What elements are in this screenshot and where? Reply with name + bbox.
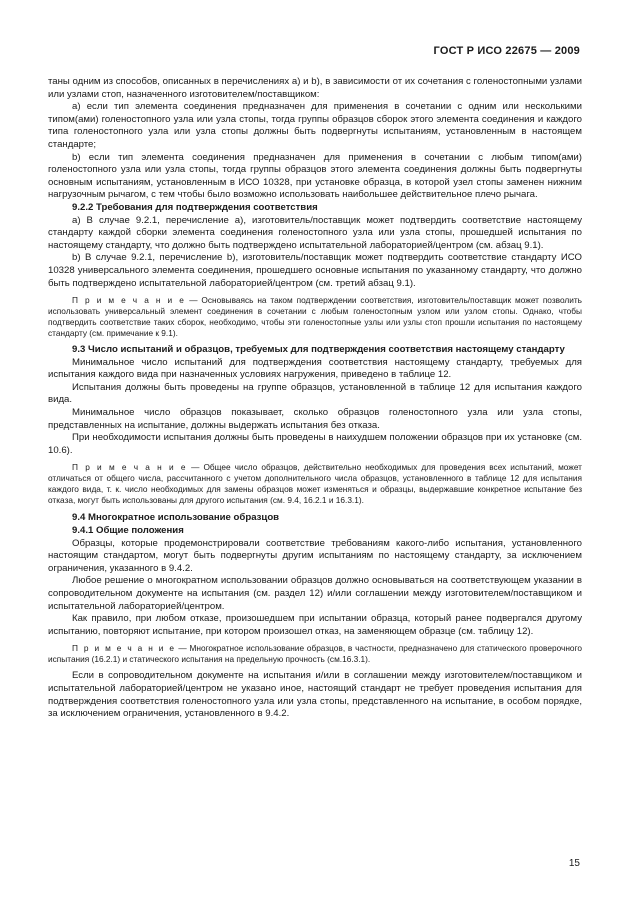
- section-heading-9-2-2: 9.2.2 Требования для подтверждения соответствия: [72, 201, 318, 213]
- page-number: 15: [568, 858, 580, 869]
- list-item-b: b) если тип элемента соединения предназначен для применения в сочетании с любым типом(ами) голеностопного узла или узла стопы, тогда группы образцов этого элемента соединения должны быть подвергнуты основным испытаниям, установленным в ИСО 10328, при установке образца, в которой узел стопы заменен нижним нагрузочным рычагом, с тем чтобы было возможно использовать наибольшее действительное плечо рычага.: [48, 151, 582, 201]
- section-heading-9-4: 9.4 Многократное использование образцов: [72, 512, 280, 524]
- paragraph: Если в сопроводительном документе на испытания и/или в соглашении между изготовителем/поставщиком и испытательной лабораторией/центром не указано иное, настоящий стандарт не требует проведения испытания для подтверждения соответствия голеностопного узла или узла стопы, представленного на испытание, в особом порядке, за исключением ограничения, установленного в 9.4.2.: [48, 670, 582, 720]
- note-label: П р и м е ч а н и е: [72, 462, 188, 473]
- requirement-a: a) В случае 9.2.1, перечисление а), изготовитель/поставщик может подтвердить соответствие настоящему стандарту каждой сборки элемента соединения голеностопного узла или узла стопы, прошедшей испытания по настоящему стандарту, что должно быть подтверждено испытательной лабораторией/центром (см. абзац 9.1).: [48, 214, 582, 251]
- paragraph-continuation: таны одним из способов, описанных в перечислениях а) и b), в зависимости от их сочетания с голеностопными узлами или узлами стоп, назначенного изготовителем/поставщиком:: [48, 76, 582, 100]
- paragraph: Образцы, которые продемонстрировали соответствие требованиям какого-либо испытания, установленного настоящим стандартом, могут быть подвергнуты другим испытаниям по настоящему стандарту, за исключением ограничения, указанного в 9.4.2.: [48, 537, 582, 574]
- paragraph: Минимальное число испытаний для подтверждения соответствия настоящему стандарту, требуемых для испытания каждого вида при назначенных условиях нагружения, приведено в таблице 12.: [48, 356, 582, 381]
- paragraph: Минимальное число образцов показывает, сколько образцов голеностопного узла или узла стопы, представленных на испытание, должны выдержать испытания без отказа.: [48, 407, 582, 431]
- note-3: [48, 643, 582, 665]
- note-label: П р и м е ч а н и е: [72, 643, 176, 654]
- page-body: [48, 76, 582, 721]
- note-label: П р и м е ч а н и е: [72, 295, 186, 306]
- section-heading-9-3: 9.3 Число испытаний и образцов, требуемых для подтверждения соответствия настоящему стандарту: [72, 344, 565, 356]
- note-1: [48, 295, 582, 339]
- note-text: — Общее число образцов, действительно необходимых для проведения всех испытаний, может отличаться от общего числа, рассчитанного с учетом дополнительного числа образцов, установленного в таблице 12 для испытания каждого вида, т. к. число необходимых для замены образцов может изменяться и образцы, выдержавшие конкретное испытание без отказа, могут быть использованы для другого испытания (см. 9.4, 16.2.1 и 16.3.1).: [48, 462, 582, 506]
- paragraph: При необходимости испытания должны быть проведены в наихудшем положении образцов при их установке (см. 10.6).: [48, 432, 582, 456]
- section-heading-9-4-1: 9.4.1 Общие положения: [72, 525, 184, 537]
- paragraph: Испытания должны быть проведены на группе образцов, установленной в таблице 12 для испытания каждого вида.: [48, 381, 582, 406]
- document-code-header: ГОСТ Р ИСО 22675 — 2009: [433, 45, 580, 57]
- list-item-a: a) если тип элемента соединения предназначен для применения в сочетании с одним или несколькими типом(ами) голеностопного узла или узла стопы, тогда группы образцов сборок этого элемента соединения и каждого типа голеностопного узла или узла стопы должны быть подвергнуты испытаниям, установленным в настоящем стандарте;: [48, 101, 582, 150]
- note-text: — Многократное использование образцов, в частности, предназначено для статического проверочного испытания (16.2.1) и статического испытания на предельную прочность (см.16.3.1).: [48, 643, 583, 665]
- note-text: — Основываясь на таком подтверждении соответствия, изготовитель/поставщик может позволить использовать универсальный элемент соединения в сочетании с любым голеностопным узлом или узлом стопы. Однако, чтобы подтвердить соответствие таких сборок, необходимо, чтобы эти голеностопные узлы или узлы стоп прошли испытания по настоящему стандарту (см. примечание к 9.1).: [48, 295, 582, 339]
- requirement-b: b) В случае 9.2.1, перечисление b), изготовитель/поставщик может подтвердить соответствие стандарту ИСО 10328 универсального элемента соединения, прошедшего основные испытания по указанному стандарту, что должно быть подтверждено испытательной лабораторией/центром (см. третий абзац 9.1).: [48, 252, 582, 289]
- paragraph: Как правило, при любом отказе, произошедшем при испытании образца, который ранее подвергался другому испытанию, повторяют испытание, при котором произошел отказ, на заменяющем образце (см. таблицу 12).: [48, 613, 582, 637]
- paragraph: Любое решение о многократном использовании образцов должно основываться на соответствующем указании в сопроводительном документе на испытания (см. раздел 12) и/или соглашении между изготовителем/поставщиком и испытательной лабораторией/центром.: [48, 575, 582, 612]
- note-2: [48, 462, 582, 506]
